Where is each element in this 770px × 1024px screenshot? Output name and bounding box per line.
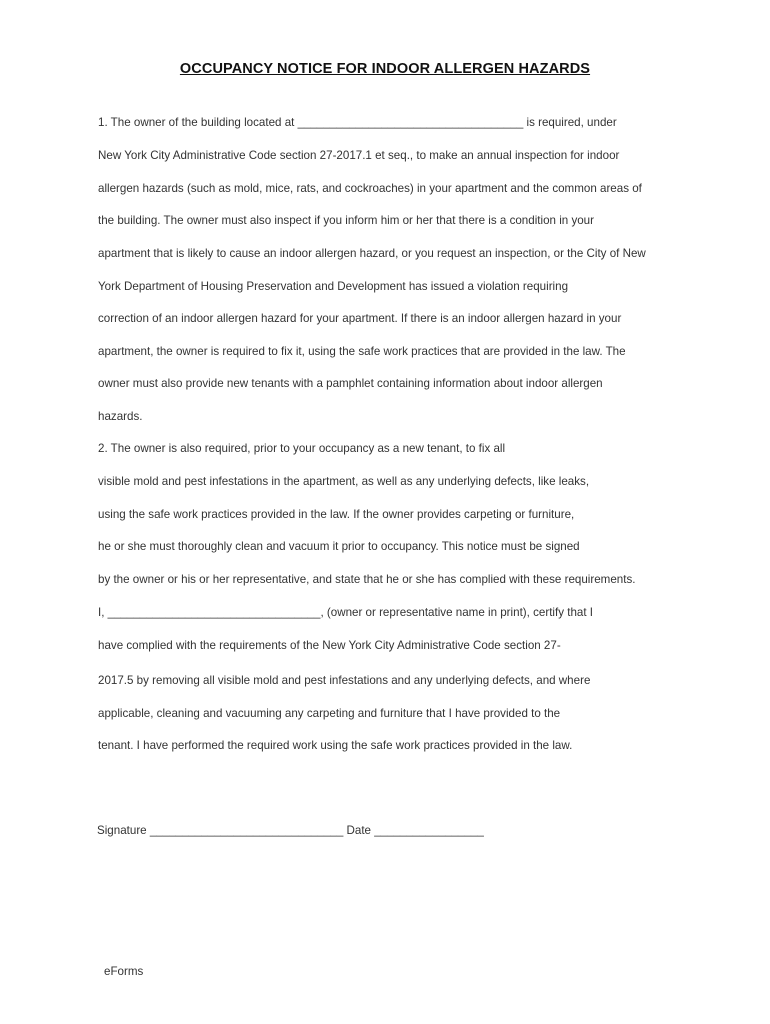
body-line: allergen hazards (such as mold, mice, rats, and cockroaches) in your apartment and the common areas of [98,182,642,195]
body-line: hazards. [98,410,143,423]
body-line: 2017.5 by removing all visible mold and pest infestations and any underlying defects, and where [98,674,591,687]
body-line: using the safe work practices provided in the law. If the owner provides carpeting or furniture, [98,508,575,521]
body-line: 1. The owner of the building located at ___________________________________ is required, under [98,116,617,129]
body-line: New York City Administrative Code section 27-2017.1 et seq., to make an annual inspection for indoor [98,149,620,162]
body-line: apartment that is likely to cause an indoor allergen hazard, or you request an inspection, or the City of New [98,247,646,260]
document-title: OCCUPANCY NOTICE FOR INDOOR ALLERGEN HAZARDS [179,61,591,77]
body-line: I, _________________________________, (owner or representative name in print), certify that I [98,606,594,619]
body-line: York Department of Housing Preservation and Development has issued a violation requiring [98,280,569,293]
body-line: correction of an indoor allergen hazard for your apartment. If there is an indoor allergen hazard in your [98,312,622,325]
body-line: the building. The owner must also inspect if you inform him or her that there is a condition in your [98,214,594,227]
body-line: owner must also provide new tenants with a pamphlet containing information about indoor allergen [98,377,603,390]
body-line: visible mold and pest infestations in the apartment, as well as any underlying defects, like leaks, [98,475,590,488]
signature-date-line: Signature ______________________________ Date _________________ [97,824,484,837]
body-line: by the owner or his or her representative, and state that he or she has complied with these requirements. [98,573,636,586]
body-line: applicable, cleaning and vacuuming any carpeting and furniture that I have provided to the [98,707,561,720]
body-line: 2. The owner is also required, prior to your occupancy as a new tenant, to fix all [98,442,506,455]
body-line: apartment, the owner is required to fix it, using the safe work practices that are provided in the law. The [98,345,626,358]
body-line: he or she must thoroughly clean and vacuum it prior to occupancy. This notice must be signed [98,540,580,553]
body-line: tenant. I have performed the required work using the safe work practices provided in the law. [98,739,573,752]
body-line: have complied with the requirements of the New York City Administrative Code section 27- [98,639,561,652]
footer-brand: eForms [104,965,144,978]
